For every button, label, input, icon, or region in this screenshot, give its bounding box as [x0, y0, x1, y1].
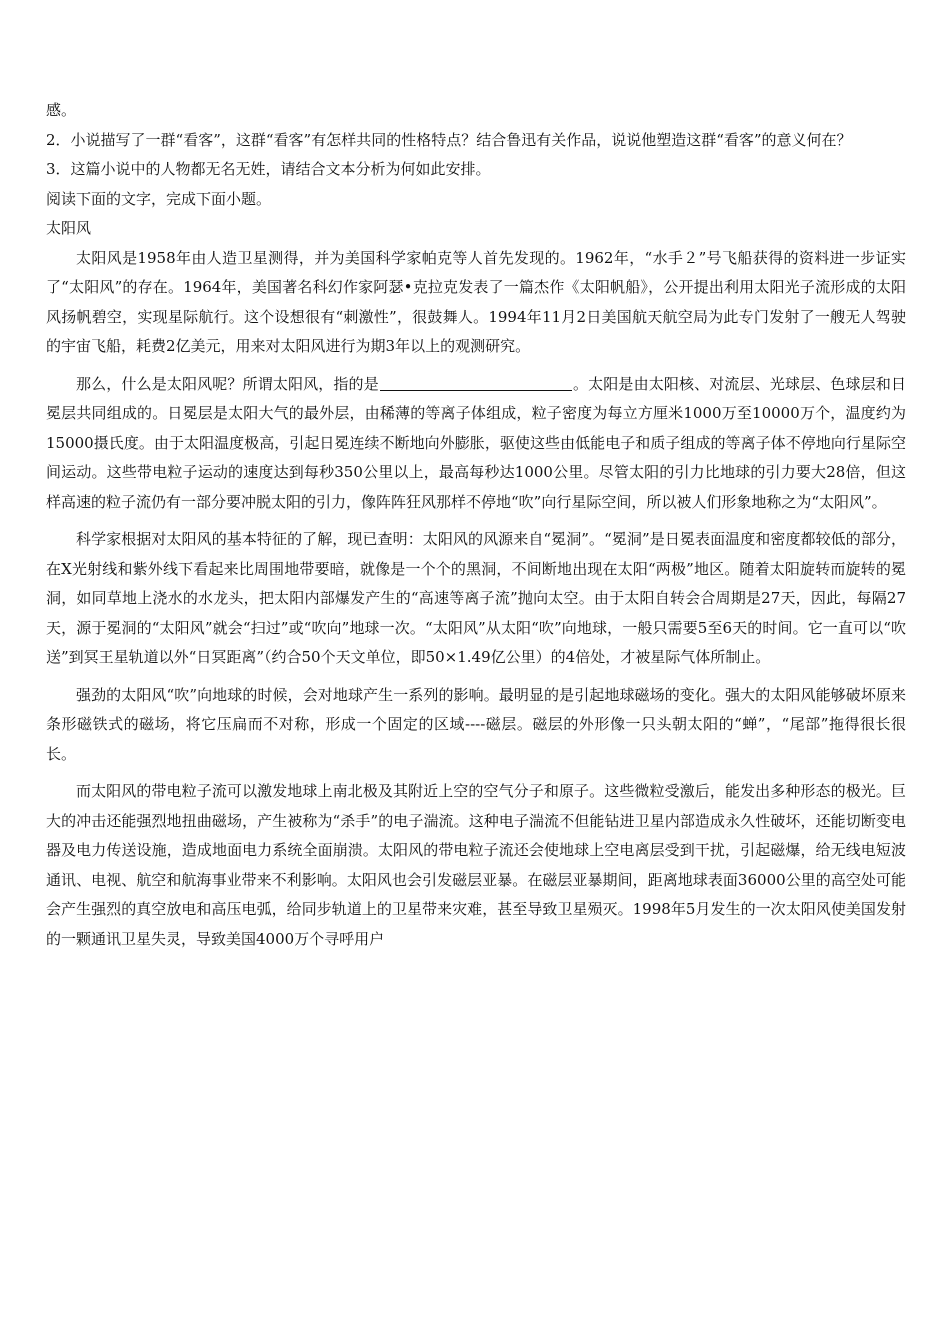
- paragraph-3: 科学家根据对太阳风的基本特征的了解，现已查明：太阳风的风源来自“冕洞”。“冕洞”是日冕表面温度和密度都较低的部分，在X光射线和紫外线下看起来比周围地带要暗，就像是一个个的黑洞，不间断地出现在太阳“两极”地区。随着太阳旋转而旋转的冕洞，如同草地上浇水的水龙头，把太阳内部爆发产生的“高速等离子流”抛向太空。由于太阳自转会合周期是27天，因此，每隔27天，源于冕洞的“太阳风”就会“扫过”或“吹向”地球一次。“太阳风”从太阳“吹”向地球，一般只需要5至6天的时间。它一直可以“吹送”到冥王星轨道以外“日冥距离”（约合50个天文单位，即50×1.49亿公里）的4倍处，才被星际气体所制止。: [46, 530, 906, 666]
- paragraph-2-rest: 。太阳是由太阳核、对流层、光球层、色球层和日冕层共同组成的。日冕层是太阳大气的最外层，由稀薄的等离子体组成，粒子密度为每立方厘米1000万至10000万个，温度约为15000摄氏度。由于太阳温度极高，引起日冕连续不断地向外膨胀，驱使这些由低能电子和质子组成的等离子体不停地向行星际空间运动。这些带电粒子运动的速度达到每秒350公里以上，最高每秒达1000公里。尽管太阳的引力比地球的引力要大28倍，但这样高速的粒子流仍有一部分要冲脱太阳的引力，像阵阵狂风那样不停地“吹”向行星际空间，所以被人们形象地称之为“太阳风”。: [46, 374, 906, 511]
- paragraph-2-start: 那么，什么是太阳风呢？所谓太阳风，指的是: [76, 374, 379, 393]
- paragraph-5: 而太阳风的带电粒子流可以激发地球上南北极及其附近上空的空气分子和原子。这些微粒受激后，能发出多种形态的极光。巨大的冲击还能强烈地扭曲磁场，产生被称为“杀手”的电子湍流。这种电子湍流不但能钻进卫星内部造成永久性破坏，还能切断变电器及电力传送设施，造成地面电力系统全面崩溃。太阳风的带电粒子流还会使地球上空电离层受到干扰，引起磁爆，给无线电短波通讯、电视、航空和航海事业带来不利影响。太阳风也会引发磁层亚暴。在磁层亚暴期间，距离地球表面36000公里的高空处可能会产生强烈的真空放电和高压电弧，给同步轨道上的卫星带来灾难，甚至导致卫星殒灭。1998年5月发生的一次太阳风使美国发射的一颗通讯卫星失灵，导致美国4000万个寻呼用户: [46, 782, 906, 948]
- question-2: 2．小说描写了一群“看客”，这群“看客”有怎样共同的性格特点？结合鲁迅有关作品，说说他塑造这群“看客”的意义何在？: [46, 130, 852, 149]
- question-3: 3．这篇小说中的人物都无名无姓，请结合文本分析为何如此安排。: [46, 160, 491, 178]
- continued-text: 感。: [46, 101, 77, 119]
- reading-instruction: 阅读下面的文字，完成下面小题。: [46, 189, 272, 208]
- fill-in-blank[interactable]: [380, 372, 572, 391]
- paragraph-1: 太阳风是1958年由人造卫星测得，并为美国科学家帕克等人首先发现的。1962年，“水手２”号飞船获得的资料进一步证实了“太阳风”的存在。1964年，美国著名科幻作家阿瑟•克拉克发表了一篇杰作《太阳帆船》，公开提出利用太阳光子流形成的太阳风扬帆碧空，实现星际航行。这个设想很有“刺激性”，很鼓舞人。1994年11月2日美国航天航空局为此专门发射了一艘无人驾驶的宇宙飞船，耗费2亿美元，用来对太阳风进行为期3年以上的观测研究。: [46, 248, 906, 355]
- paragraph-2: [46, 370, 906, 518]
- paragraph-4: 强劲的太阳风“吹”向地球的时候，会对地球产生一系列的影响。最明显的是引起地球磁场的变化。强大的太阳风能够破坏原来条形磁铁式的磁场，将它压扁而不对称，形成一个固定的区域----磁层。磁层的外形像一只头朝太阳的“蝉”，“尾部”拖得很长很长。: [46, 685, 906, 763]
- article-title: 太阳风: [46, 219, 92, 237]
